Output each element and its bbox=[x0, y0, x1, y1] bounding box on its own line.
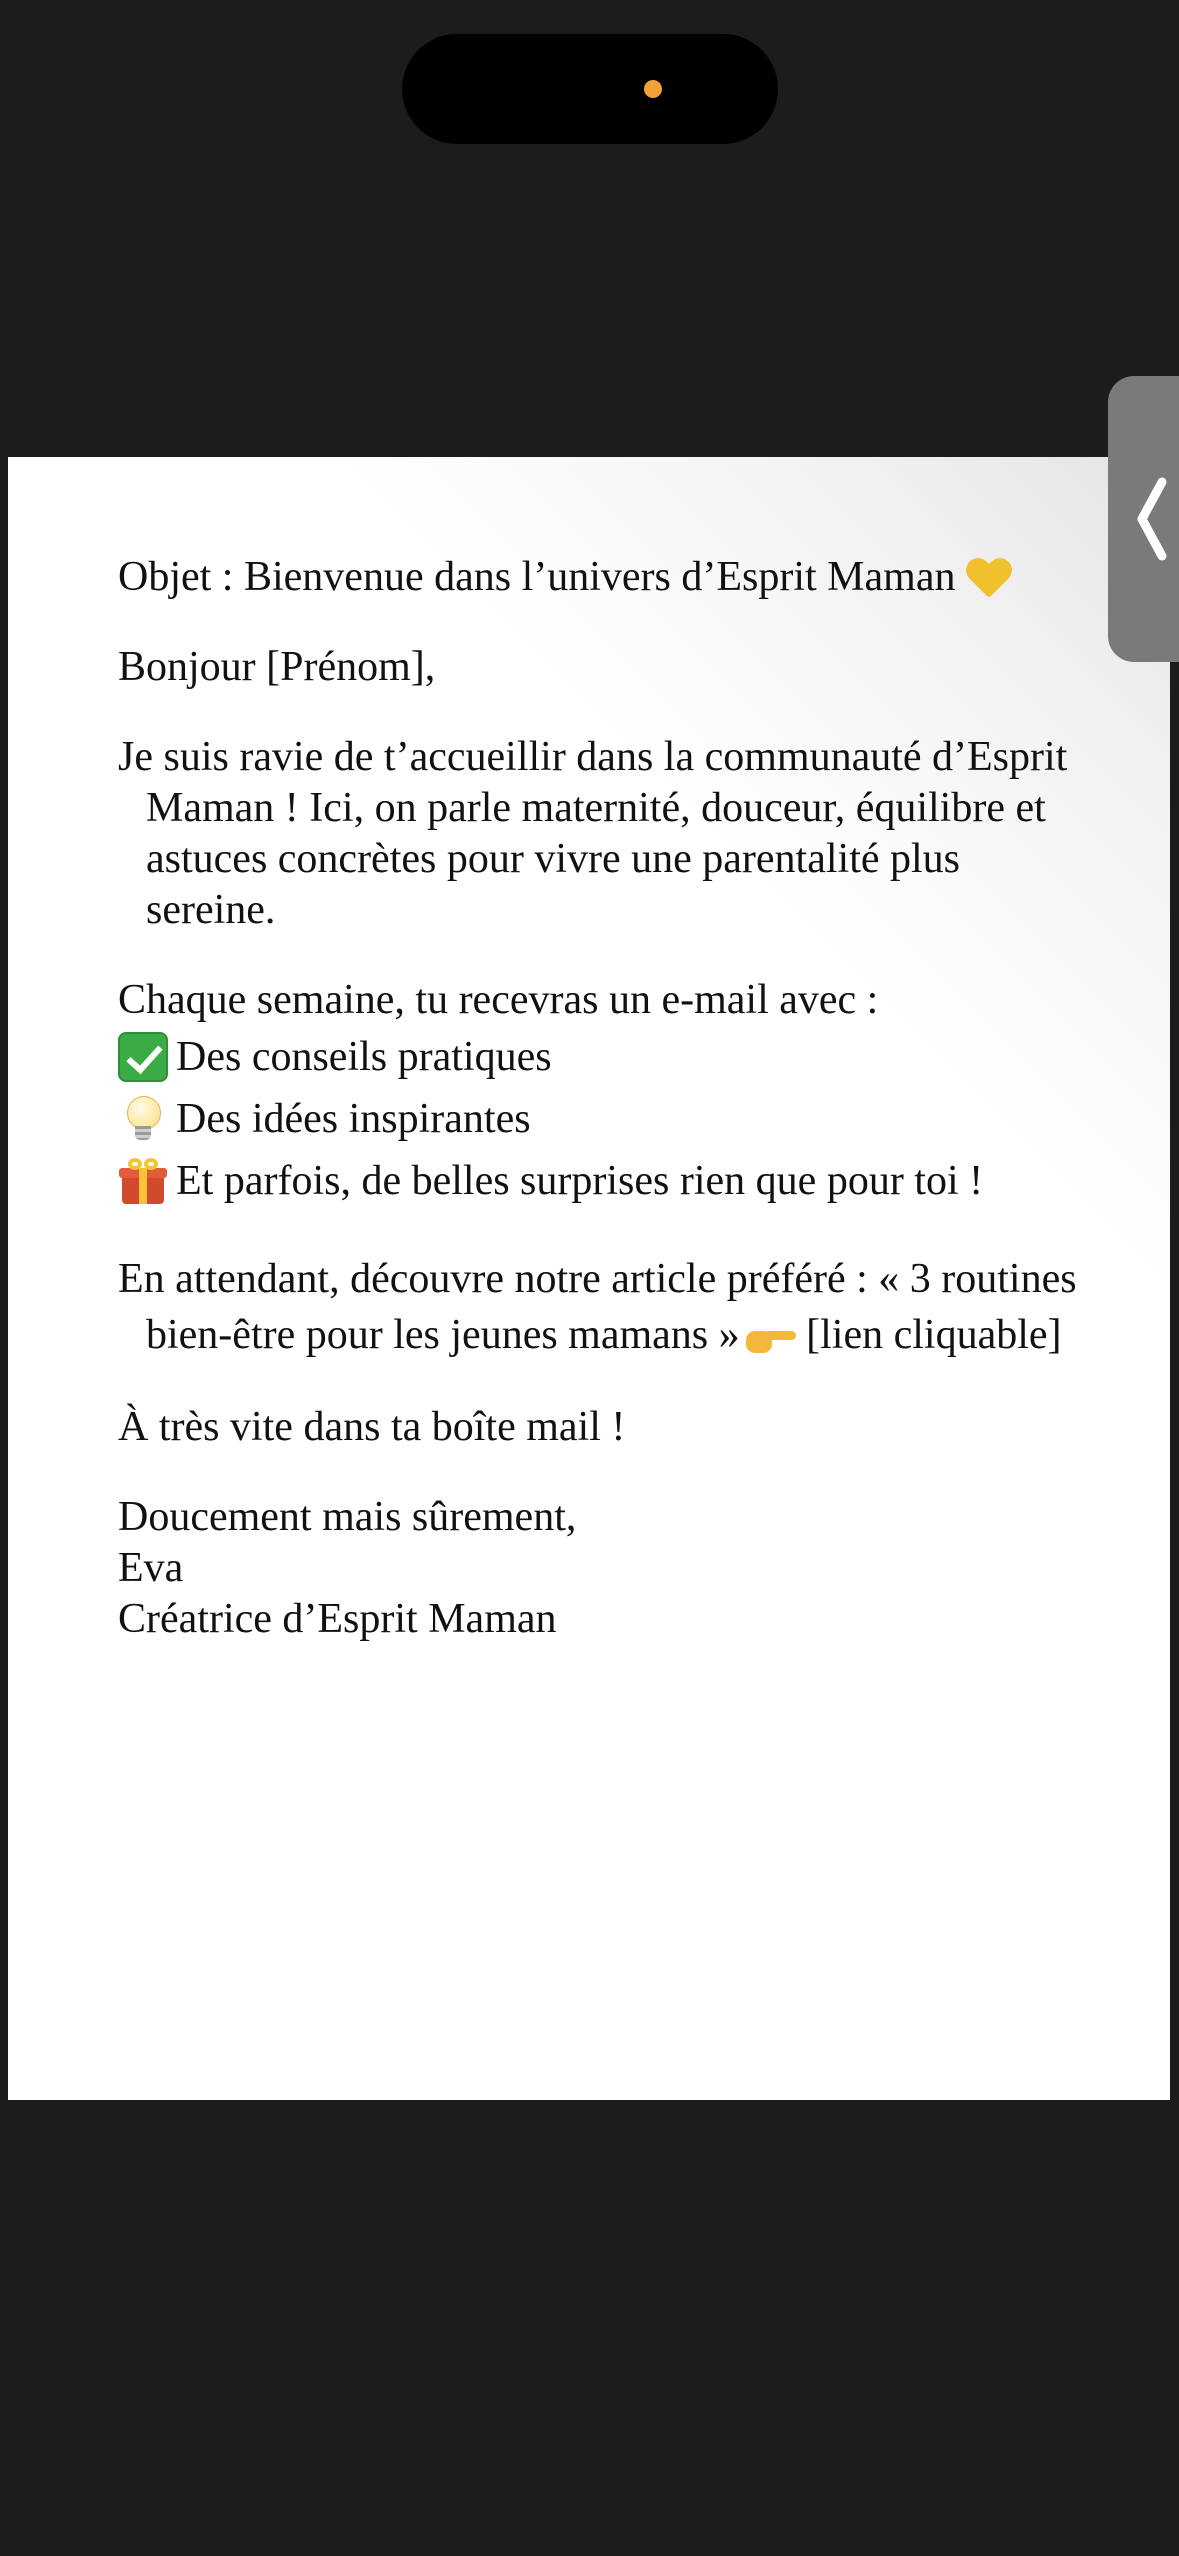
list-item bbox=[118, 1026, 1078, 1088]
article-paragraph bbox=[118, 1251, 1078, 1363]
check-mark-icon bbox=[118, 1032, 168, 1082]
chevron-left-icon bbox=[1130, 474, 1174, 564]
dynamic-island bbox=[402, 34, 778, 144]
email-subject bbox=[118, 552, 1078, 603]
list-item bbox=[118, 1088, 1078, 1150]
article-link[interactable]: [lien cliquable] bbox=[806, 1312, 1062, 1358]
article-text: En attendant, découvre notre article préféré : « 3 routines bien-être pour les jeunes mamans » bbox=[118, 1256, 1077, 1358]
email-body bbox=[118, 552, 1078, 1645]
signoff: Doucement mais sûrement, bbox=[118, 1494, 577, 1540]
document-page bbox=[8, 457, 1170, 2100]
intro-paragraph: Je suis ravie de t’accueillir dans la communauté d’Esprit Maman ! Ici, on parle maternité, douceur, équilibre et astuces concrètes pour vivre une parentalité plus sereine. bbox=[118, 734, 1068, 933]
yellow-heart-icon bbox=[966, 559, 1012, 601]
list-item bbox=[118, 1150, 1078, 1212]
pointing-hand-icon bbox=[746, 1323, 796, 1353]
signature-name: Eva bbox=[118, 1545, 184, 1591]
list-item-text: Des conseils pratiques bbox=[176, 1033, 552, 1080]
privacy-indicator-dot bbox=[644, 80, 662, 98]
list-item-text: Des idées inspirantes bbox=[176, 1095, 531, 1142]
greeting: Bonjour [Prénom], bbox=[118, 644, 436, 690]
light-bulb-icon bbox=[118, 1094, 168, 1144]
subject-text: Objet : Bienvenue dans l’univers d’Esprit Maman bbox=[118, 554, 956, 600]
gift-icon bbox=[118, 1156, 168, 1206]
see-you-line: À très vite dans ta boîte mail ! bbox=[118, 1404, 626, 1450]
side-panel-handle[interactable] bbox=[1108, 376, 1179, 662]
signature-title: Créatrice d’Esprit Maman bbox=[118, 1596, 557, 1642]
weekly-intro: Chaque semaine, tu recevras un e-mail avec : bbox=[118, 977, 879, 1023]
list-item-text: Et parfois, de belles surprises rien que pour toi ! bbox=[176, 1157, 984, 1204]
